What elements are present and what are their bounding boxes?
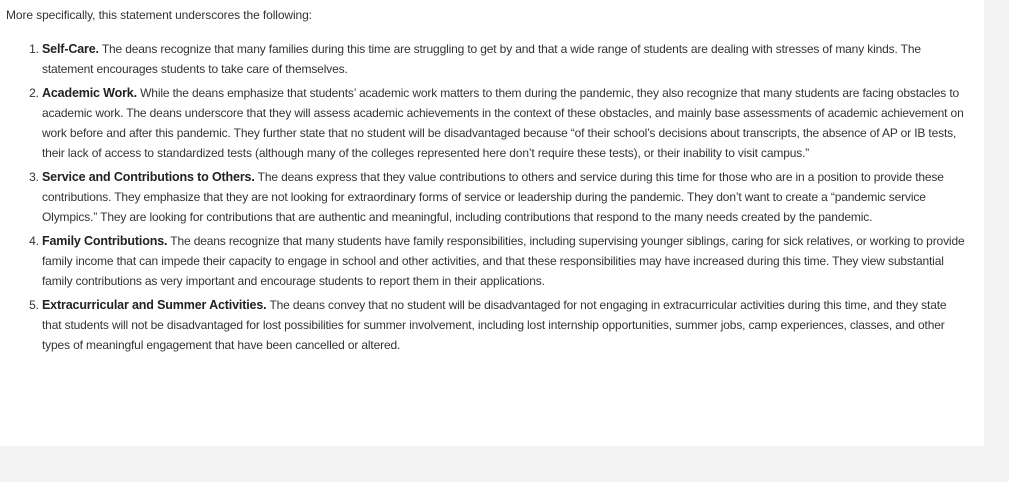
- intro-paragraph: More specifically, this statement underscores the following:: [6, 8, 312, 22]
- points-list: [0, 39, 968, 355]
- point-text: The deans recognize that many families during this time are struggling to get by and that a wide range of students are dealing with stresses of many kinds. The statement encourages students to take care of themselves.: [42, 42, 921, 76]
- point-title: Family Contributions.: [42, 234, 168, 248]
- list-item-academic-work: [42, 83, 968, 163]
- point-title: Self-Care.: [42, 42, 99, 56]
- point-text: The deans express that they value contributions to others and service during this time for those who are in a position to provide these contributions. They emphasize that they are not looking for extraordinary forms of service or leadership during the pandemic. They don’t want to create a “pandemic service Olympics.” They are looking for contributions that are authentic and meaningful, including contributions that respond to the many needs created by the pandemic.: [42, 170, 944, 224]
- point-text: While the deans emphasize that students’ academic work matters to them during the pandemic, they also recognize that many students are facing obstacles to academic work. The deans underscore that they will assess academic achievements in the context of these obstacles, and mainly base assessments of academic achievement on work before and after this pandemic. They further state that no student will be disadvantaged because “of their school’s decisions about transcripts, the absence of AP or IB tests, their lack of access to standardized tests (although many of the colleges represented here don’t require these tests), or their inability to visit campus.”: [42, 86, 964, 160]
- list-item-service-contributions: [42, 167, 968, 227]
- list-item-self-care: [42, 39, 968, 79]
- point-text: The deans recognize that many students have family responsibilities, including supervising younger siblings, caring for sick relatives, or working to provide family income that can impede their capacity to engage in school and other activities, and that these responsibilities may have increased during this time. They view substantial family contributions as very important and encourage students to report them in their applications.: [42, 234, 965, 288]
- point-title: Academic Work.: [42, 86, 137, 100]
- point-text: The deans convey that no student will be disadvantaged for not engaging in extracurricular activities during this time, and they state that students will not be disadvantaged for lost possibilities for summer involvement, including lost internship opportunities, summer jobs, camp experiences, classes, and other types of meaningful engagement that have been cancelled or altered.: [42, 298, 947, 352]
- list-item-extracurricular-summer: [42, 295, 968, 355]
- list-item-family-contributions: [42, 231, 968, 291]
- point-title: Extracurricular and Summer Activities.: [42, 298, 267, 312]
- point-title: Service and Contributions to Others.: [42, 170, 255, 184]
